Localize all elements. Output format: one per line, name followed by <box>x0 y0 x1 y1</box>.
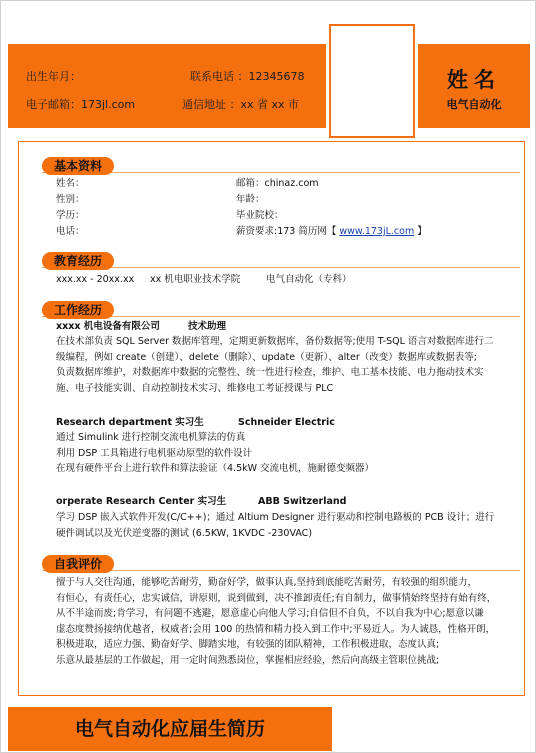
email-label: 电子邮箱： <box>26 98 81 111</box>
section-title-work: 工作经历 <box>42 301 114 319</box>
job-3-description <box>56 510 502 541</box>
job-2-line: 通过 Simulink 进行控制交流电机算法的仿真 <box>56 432 246 443</box>
job-3-line: 硬件调试以及光伏逆变器的测试 (6.5KW, 1KVDC -230VAC) <box>56 527 313 539</box>
basic-divider <box>42 172 520 173</box>
basic-gender-label: 性别： <box>56 194 85 205</box>
self-eval-text <box>56 575 502 668</box>
job-2-description <box>56 430 502 477</box>
candidate-major: 电气自动化 <box>446 98 502 111</box>
self-eval-line: 乐意从最基层的工作做起，用一定时间熟悉岗位，掌握相应经验，然后向高级主管职位挑战; <box>56 654 440 666</box>
education-divider <box>42 267 520 268</box>
salary-link[interactable]: www.173jL.com <box>339 226 415 237</box>
work-divider <box>42 316 520 317</box>
job-1-line: 级编程，例如 create（创建）、delete（删除）、update（更新）、alter（改变）数据库或数据表等; <box>56 351 477 363</box>
email-value: 173jl.com <box>81 98 136 111</box>
address-label: 通信地址 ： <box>182 98 241 111</box>
email-field <box>26 96 135 112</box>
phone-label: 联系电话 ： <box>190 70 249 83</box>
job-3-line: 学习 DSP 嵌入式软件开发(C/C++)；通过 Altium Designer 进行驱动和控制电路板的 PCB 设计；进行 <box>56 512 495 523</box>
job-1-line: 在技术部负责 SQL Server 数据库管理，定期更新数据库，备份数据等;使用 T-SQL 语言对数据库进行二 <box>56 336 494 347</box>
basic-email <box>236 177 319 190</box>
self-eval-line: 虚态度赞扬接纳优越者，权威者;会用 100 的热情和精力投入到工作中;平易近人。为人诚恳，性格开朗， <box>56 623 496 635</box>
photo-placeholder <box>329 24 415 138</box>
self-eval-divider <box>42 570 520 571</box>
job-2-company: Research department 实习生 <box>56 417 204 428</box>
basic-salary <box>236 225 427 238</box>
job-3-company: orperate Research Center 实习生 <box>56 496 227 507</box>
basic-age-label: 年龄： <box>236 194 265 205</box>
address-value: xx 省 xx 市 <box>240 98 300 111</box>
self-eval-line: 从不半途而废;肯学习，有问题不逃避，愿意虚心向他人学习;自信但不自负，不以自我为中心;愿意以谦 <box>56 608 484 619</box>
job-2-line: 在现有硬件平台上进行软件和算法验证（4.5kW 交流电机，施耐德变频器） <box>56 463 375 474</box>
section-title-self-eval: 自我评价 <box>42 555 114 573</box>
address-field <box>182 96 299 112</box>
section-title-basic: 基本资料 <box>42 157 114 175</box>
phone-field <box>190 68 305 84</box>
edu-period: xxx.xx - 20xx.xx <box>56 274 135 285</box>
birth-label: 出生年月： <box>26 70 81 83</box>
edu-school: xx 机电职业技术学院 <box>150 274 241 285</box>
basic-school-label: 毕业院校： <box>236 210 284 221</box>
salary-label: 薪资要求: <box>236 226 278 237</box>
footer-title: 电气自动化应届生简历 <box>74 718 265 740</box>
phone-value: 12345678 <box>248 70 305 83</box>
job-1-line: 施、电子技能实训、自动控制技术实习、维修电工考证授课与 PLC <box>56 382 334 394</box>
job-1-line: 负责数据库维护，对数据库中数据的完整性、统一性进行检查，维护、电工基本技能、电力拖动技术实 <box>56 367 484 378</box>
basic-phone-label: 电话： <box>56 226 85 237</box>
job-2-role: Schneider Electric <box>238 417 335 428</box>
section-title-education: 教育经历 <box>42 252 114 270</box>
job-1-company: xxxx 机电设备有限公司 <box>56 321 160 332</box>
job-1-role: 技术助理 <box>188 321 227 332</box>
self-eval-line: 积极进取，适应力强、勤奋好学、脚踏实地，有较强的团队精神，工作积极进取，态度认真; <box>56 639 440 650</box>
header-band-left <box>8 44 326 128</box>
job-2-line: 利用 DSP 工具箱进行电机驱动原型的软件设计 <box>56 447 253 459</box>
salary-end: 】 <box>417 226 427 237</box>
self-eval-line: 有恒心，有责任心，忠实诚信，讲原则，说到做到，决不推卸责任;有自制力，做事情始终坚持有始有终， <box>56 592 497 604</box>
self-eval-line: 擅于与人交往沟通，能够吃苦耐劳，勤奋好学，做事认真,坚持到底能吃苦耐劳，有较强的组织能力， <box>56 577 478 588</box>
edu-major: 电气自动化（专科） <box>266 274 352 285</box>
basic-degree-label: 学历： <box>56 210 85 221</box>
basic-email-value: chinaz.com <box>264 178 319 189</box>
salary-text: 173 简历网【 <box>277 226 337 237</box>
job-1-description <box>56 334 502 396</box>
basic-email-label: 邮箱： <box>236 178 265 189</box>
job-3-role: ABB Switzerland <box>258 496 347 507</box>
candidate-name: 姓名 <box>447 68 501 92</box>
basic-name-label: 姓名： <box>56 178 85 189</box>
